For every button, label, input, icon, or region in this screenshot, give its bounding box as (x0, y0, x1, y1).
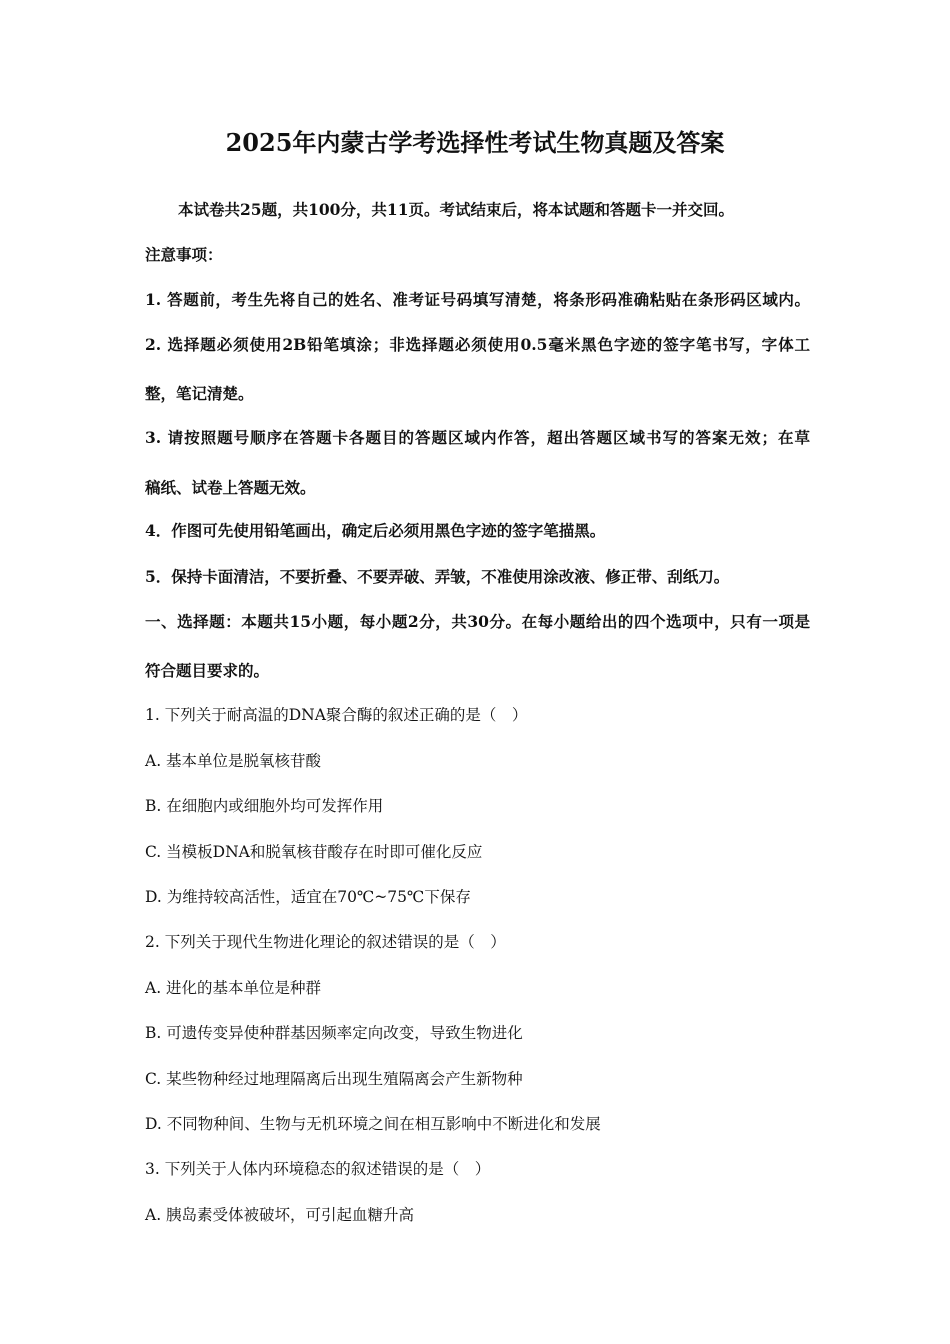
question-2-option-c: C. 某些物种经过地理隔离后出现生殖隔离会产生新物种 (145, 1070, 523, 1088)
question-3-stem: 3. 下列关于人体内环境稳态的叙述错误的是（ ） (145, 1160, 491, 1178)
notice-heading: 注意事项： (145, 245, 223, 264)
question-3-option-a: A. 胰岛素受体被破坏，可引起血糖升高 (145, 1206, 415, 1224)
question-1-option-c: C. 当模板DNA和脱氧核苷酸存在时即可催化反应 (145, 843, 483, 861)
question-1-option-b: B. 在细胞内或细胞外均可发挥作用 (145, 797, 384, 815)
section-heading-cont: 符合题目要求的。 (145, 661, 270, 680)
question-2-option-d: D. 不同物种间、生物与无机环境之间在相互影响中不断进化和发展 (145, 1115, 601, 1133)
section-heading: 一、选择题：本题共15小题，每小题2分，共30分。在每小题给出的四个选项中，只有一项是 (145, 612, 810, 631)
notice-item-4: 4．作图可先使用铅笔画出，确定后必须用黑色字迹的签字笔描黑。 (145, 521, 606, 540)
notice-item-2: 2. 选择题必须使用2B铅笔填涂；非选择题必须使用0.5毫米黑色字迹的签字笔书写，字体工 (145, 335, 810, 354)
notice-item-3-cont: 稿纸、试卷上答题无效。 (145, 478, 316, 497)
notice-item-1: 1. 答题前，考生先将自己的姓名、准考证号码填写清楚，将条形码准确粘贴在条形码区域内。 (145, 290, 810, 309)
question-1-option-d: D. 为维持较高活性，适宜在70℃~75℃下保存 (145, 888, 471, 906)
notice-item-5: 5．保持卡面清洁，不要折叠、不要弄破、弄皱，不准使用涂改液、修正带、刮纸刀。 (145, 567, 730, 586)
question-2-stem: 2. 下列关于现代生物进化理论的叙述错误的是（ ） (145, 933, 506, 951)
question-2-option-b: B. 可遗传变异使种群基因频率定向改变，导致生物进化 (145, 1024, 523, 1042)
question-2-option-a: A. 进化的基本单位是种群 (145, 979, 322, 997)
notice-item-3: 3. 请按照题号顺序在答题卡各题目的答题区域内作答，超出答题区域书写的答案无效；在草 (145, 428, 810, 447)
page-title: 2025年内蒙古学考选择性考试生物真题及答案 (225, 128, 725, 157)
question-1-option-a: A. 基本单位是脱氧核苷酸 (145, 752, 322, 770)
notice-item-2-cont: 整，笔记清楚。 (145, 384, 254, 403)
exam-intro: 本试卷共25题，共100分，共11页。考试结束后，将本试题和答题卡一并交回。 (178, 200, 734, 219)
question-1-stem: 1. 下列关于耐高温的DNA聚合酶的叙述正确的是（ ） (145, 706, 528, 724)
